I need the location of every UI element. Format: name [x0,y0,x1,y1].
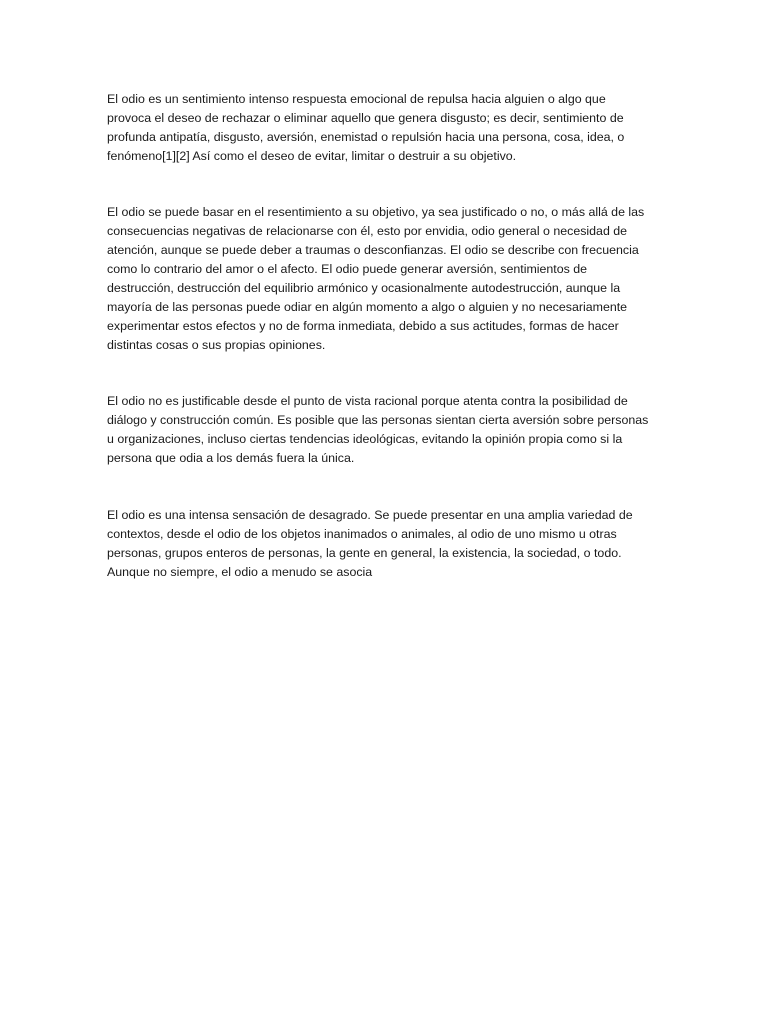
text-line: fenómeno[1][2] Así como el deseo de evitar, limitar o destruir a su objetivo. [107,148,517,163]
text-line: El odio es un sentimiento intenso respuesta emocional de repulsa hacia alguien o algo que [107,92,606,106]
text-line: profunda antipatía, disgusto, aversión, enemistad o repulsión hacia una persona, cosa, idea, o [107,129,625,144]
text-line: El odio se puede basar en el resentimiento a su objetivo, ya sea justificado o no, o más allá de las [107,205,645,220]
text-line: como lo contrario del amor o el afecto. El odio puede generar aversión, sentimientos de [107,262,588,277]
text-line: experimentar estos efectos y no de forma inmediata, debido a sus actitudes, formas de hacer [107,318,619,333]
text-line: mayoría de las personas puede odiar en algún momento a algo o alguien y no necesariamente [107,299,628,314]
text-line: provoca el deseo de rechazar o eliminar aquello que genera disgusto; es decir, sentimiento de [107,110,624,125]
text-line: distintas cosas o sus propias opiniones. [107,337,326,352]
paragraph-2 [107,203,649,354]
text-line: El odio es una intensa sensación de desagrado. Se puede presentar en una amplia variedad de [107,507,633,522]
text-line: consecuencias negativas de relacionarse con él, esto por envidia, odio general o necesidad de [107,224,628,239]
text-line: personas, grupos enteros de personas, la gente en general, la existencia, la sociedad, o todo. [107,545,622,560]
text-line: destrucción, destrucción del equilibrio armónico y ocasionalmente autodestrucción, aunque la [107,281,621,296]
text-line: u organizaciones, incluso ciertas tendencias ideológicas, evitando la opinión propia como si la [107,432,623,447]
text-line: El odio no es justificable desde el punto de vista racional porque atenta contra la posibilidad de [107,394,628,409]
document-page [107,90,649,619]
text-line: contextos, desde el odio de los objetos inanimados o animales, al odio de uno mismo u otras [107,526,617,541]
text-line: diálogo y construcción común. Es posible que las personas sientan cierta aversión sobre personas [107,413,649,428]
paragraph-3 [107,392,649,468]
text-line: persona que odia a los demás fuera la única. [107,451,355,466]
paragraph-1 [107,90,649,166]
paragraph-4 [107,506,649,582]
text-line: Aunque no siempre, el odio a menudo se asocia [107,564,373,579]
text-line: atención, aunque se puede deber a traumas o desconfianzas. El odio se describe con frecuencia [107,243,639,258]
